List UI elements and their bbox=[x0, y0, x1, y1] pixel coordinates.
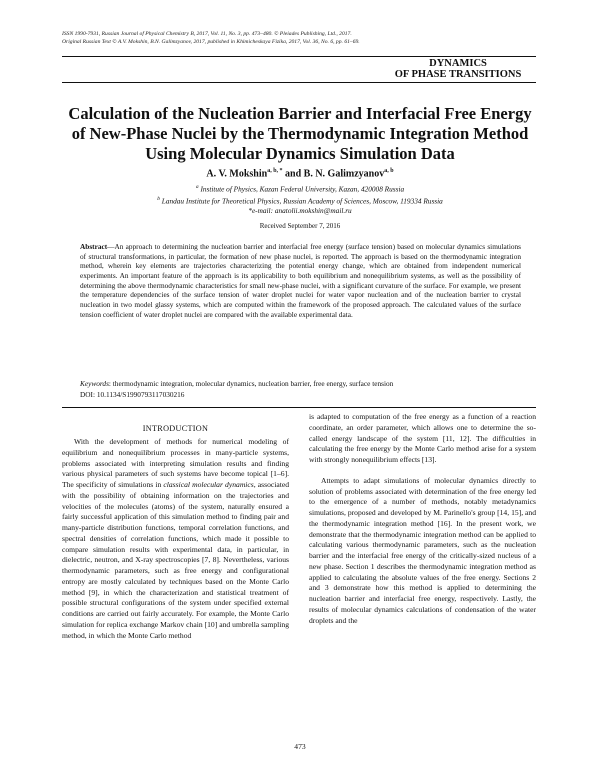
journal-header-line-1: ISSN 1990-7931, Russian Journal of Physical Chemistry B, 2017, Vol. 11, No. 3, pp. 473–480. © Pleiades Publishing, Ltd., 2017. bbox=[62, 31, 352, 37]
affiliation-b-text: Landau Institute for Theoretical Physics, Russian Academy of Sciences, Moscow, 119334 Russia bbox=[161, 196, 443, 206]
left-column-text-a: With the development of methods for numerical modeling of equilibrium and nonequilibrium processes in many-particle systems, problems associated with interpreting simulation results and finding various physical parameters of such systems have become topical [1–6]. The specificity of simulations in bbox=[62, 437, 289, 489]
page-number: 473 bbox=[294, 742, 306, 751]
affiliation-a bbox=[40, 182, 560, 194]
section-rule-bottom bbox=[62, 82, 536, 83]
journal-header bbox=[62, 30, 360, 46]
paper-title-line-3: Using Molecular Dynamics Simulation Data bbox=[145, 144, 455, 163]
right-column-paragraph-2: Attempts to adapt simulations of molecular dynamics directly to solution of problems associated with determination of the free energy led to the emergence of a number of methods, notably metadynamics simulations, proposed and developed by M. Parinello's group [14, 15], and the thermodynamic integration method [16]. In the present work, we demonstrate that the thermodynamic integration method can be applied to calculating various thermodynamic parameters, such as the nucleation barrier and the interfacial free energy of the critically-sized nucleus of a new phase. Section 1 describes the thermodynamic integration method as applied to calculating the absolute values of the free energy. Sections 2 and 3 demonstrate how this method is applied to determining the nucleation barrier and interfacial free energy, respectively. Lastly, the results of molecular dynamics calculations of condensation of the water droplets and the bbox=[309, 475, 536, 625]
keywords bbox=[80, 379, 521, 389]
author-2-affiliation-marks: a, b bbox=[384, 168, 394, 174]
right-column bbox=[309, 412, 536, 626]
abstract bbox=[80, 242, 521, 319]
author-1: A. V. Mokshin bbox=[206, 168, 268, 180]
abstract-label: Abstract bbox=[80, 242, 108, 251]
abstract-divider bbox=[62, 407, 536, 408]
paper-title bbox=[40, 104, 560, 164]
author-1-affiliation-marks: a, b, * bbox=[267, 168, 283, 174]
keywords-label: Keywords bbox=[80, 379, 109, 388]
affiliation-a-text: Institute of Physics, Kazan Federal University, Kazan, 420008 Russia bbox=[200, 184, 405, 194]
abstract-text: —An approach to determining the nucleation barrier and interfacial free energy (surface tension) based on molecular dynamics simulations of structural transformations, in particular, the formation of new phase nuclei, is reported. The approach is based on the thermodynamic integration method, wherein key elements are trajectories characterizing the potential energy change, which are obtained from independent numerical experiments. An important feature of the approach is its applicability to both equilibrium and nonequilibrium systems, as well as the possibility of determining the above thermodynamic characteristics for small new-phase nuclei, with a significant curvature of the surface. For example, we present the temperature dependencies of the surface tension of water droplet nuclei for water vapor nucleation and of the nucleation barrier to crystal nucleation in two model glassy systems, which are computed within the framework of the proposed approach. The calculated values of the surface tension coefficient of water droplet nuclei are compared with the available experimental data. bbox=[80, 242, 521, 319]
introduction-heading: INTRODUCTION bbox=[142, 424, 209, 433]
affiliation-a-mark: a bbox=[195, 184, 199, 190]
affiliation-b-mark: b bbox=[157, 196, 160, 202]
right-column-paragraph-1: is adapted to computation of the free energy as a function of a reaction coordinate, an order parameter, which allows one to determine the so-called energy landscape of the system [11, 12]. The difficulties in calculating the free energy by the Monte Carlo method arise for a system with strongly nonequilibrium effects [13]. bbox=[309, 412, 536, 464]
left-column-text-b: , associated with the possibility of obtaining information on the trajectories and velocities of the molecules (atoms) of the system, naturally ensured a fairly successful application of this simulation method to finding pair and many-particle distribution functions, temporal correlation functions, and spectral densities of correlation functions, which made it possible to compare simulation results with experimental data, in particular, in dielectric, neutron, and X-ray spectroscopies [7, 8]. Nevertheless, various thermodynamic parameters, such as free energy and configurational entropy are mostly calculated by techniques based on the Monte Carlo method [9], in which the characterization and statistical treatment of possible structural configurations of the system under specified external conditions are carried out fairly accurately. For example, the Monte Carlo simulation for replica exchange Markov chain [10] and umbrella sampling method, in which the Monte Carlo method bbox=[62, 480, 289, 640]
paper-title-line-1: Calculation of the Nucleation Barrier and Interfacial Free Energy bbox=[68, 104, 532, 123]
received-date: Received September 7, 2016 bbox=[259, 222, 341, 230]
section-heading-line-1: DYNAMICS bbox=[429, 58, 487, 69]
keywords-text: : thermodynamic integration, molecular dynamics, nucleation barrier, free energy, surface tension bbox=[108, 379, 394, 388]
author-2: and B. N. Galimzyanov bbox=[282, 168, 385, 180]
authors bbox=[40, 168, 560, 179]
left-column-emphasis: classical molecular dynamics bbox=[163, 480, 254, 489]
left-column-paragraph bbox=[62, 437, 289, 641]
section-rule-top bbox=[62, 56, 536, 57]
paper-title-line-2: of New-Phase Nuclei by the Thermodynamic Integration Method bbox=[71, 124, 529, 143]
affiliation-b bbox=[40, 194, 560, 206]
author-email: *e-mail: anatolii.mokshin@mail.ru bbox=[248, 206, 352, 215]
section-heading-line-2: OF PHASE TRANSITIONS bbox=[394, 69, 522, 80]
journal-header-line-2: Original Russian Text © A.V. Mokshin, B.N. Galimzyanov, 2017, published in Khimicheskaya Fizika, 2017, Vol. 36, No. 6, pp. 61–69. bbox=[62, 39, 360, 45]
doi: DOI: 10.1134/S1990793117030216 bbox=[80, 390, 185, 399]
left-column bbox=[62, 437, 289, 641]
